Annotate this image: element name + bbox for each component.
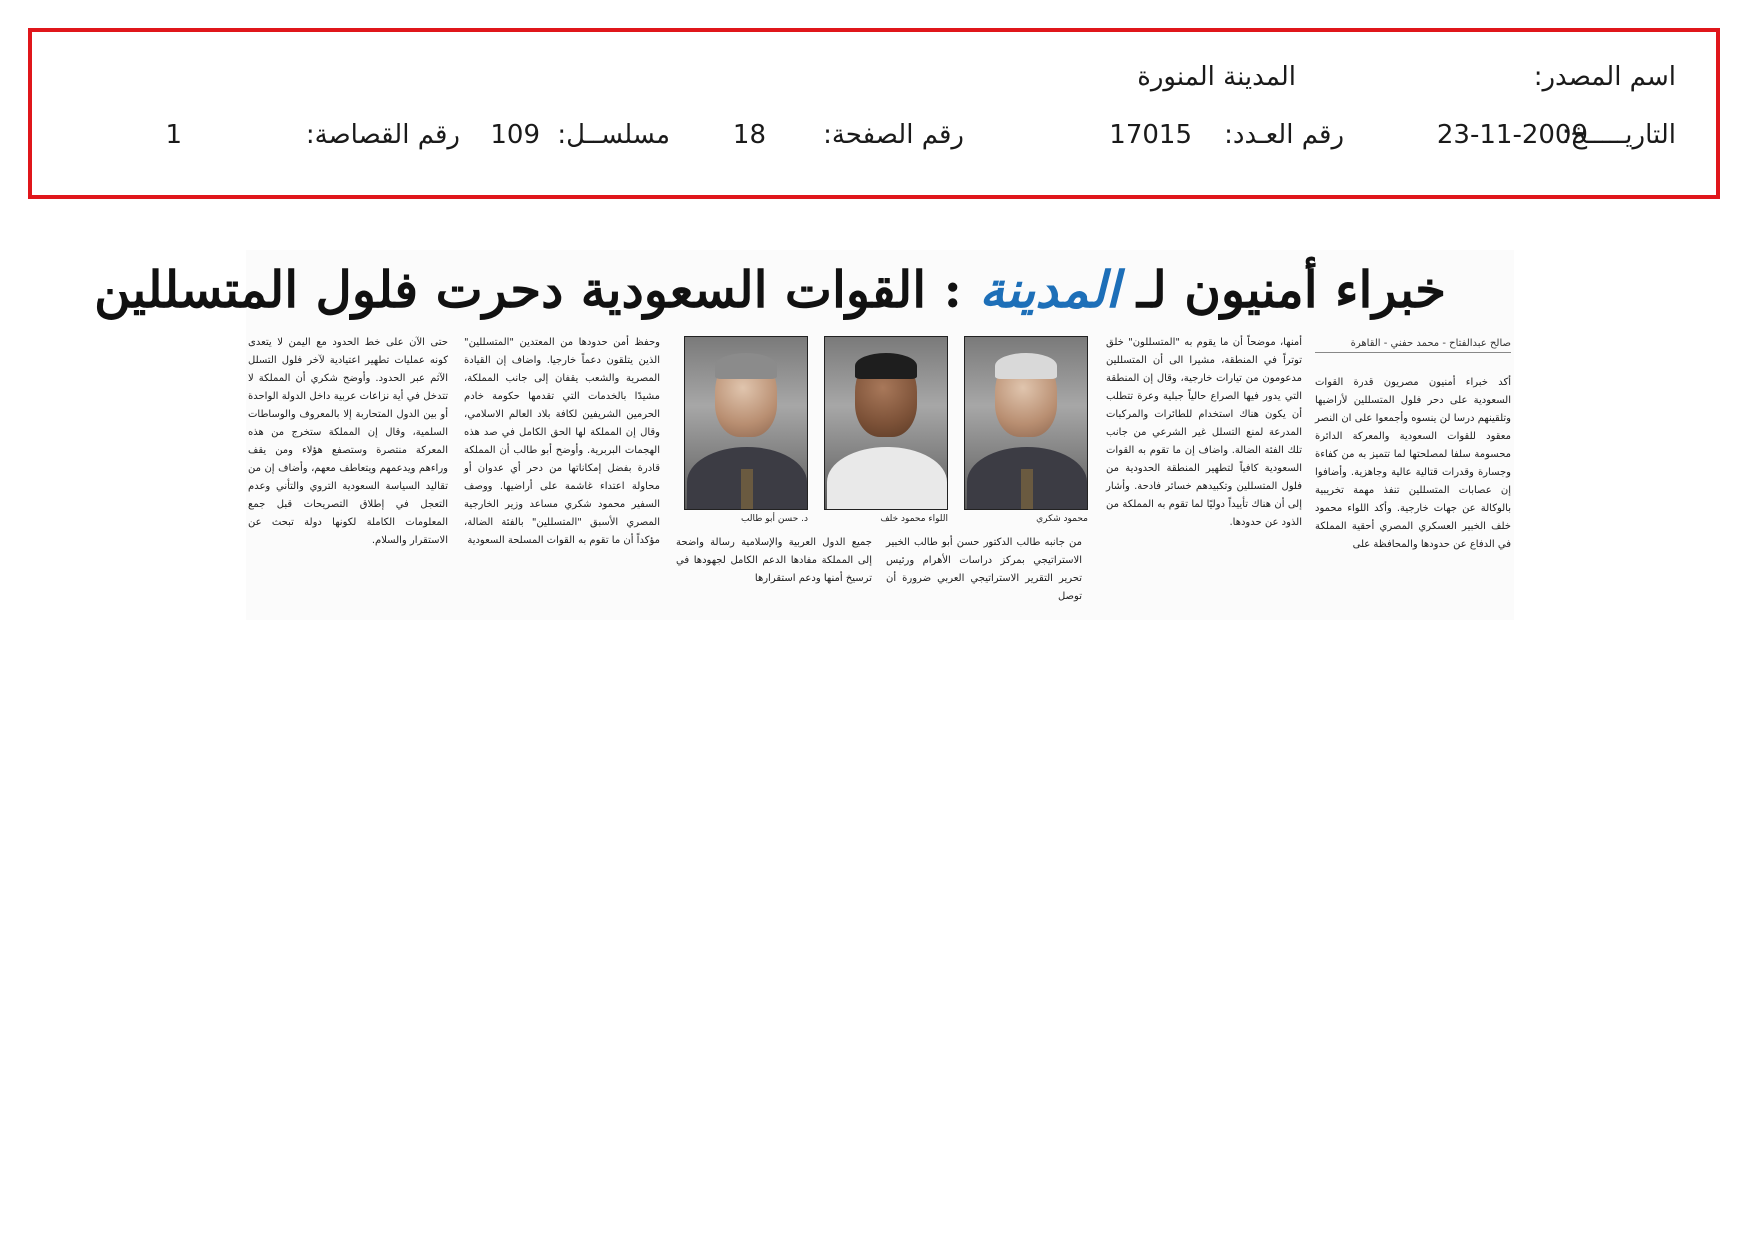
column-text: جميع الدول العربية والإسلامية رسالة واضحة إلى المملكة مفادها الدعم الكامل لجهودها في ترسيخ أمنها ودعم استقرارها <box>676 537 872 584</box>
column-text: أكد خبراء أمنيون مصريون قدرة القوات السعودية على دحر فلول المتسللين لأراضيها وتلقينهم درسا لن ينسوه وأجمعوا على ان النصر معقود للقوات السعودية والمعركة الدائرة محسومة سلفا لمصلحتها لما تتميز به من كفاءة وجسارة وقدرات قتالية عالية وجاهزية. وأضافوا إن عصابات المتسللين تنفذ مهمة تخريبية بالوكالة عن جهات خارجية. وأكد اللواء محمود خلف الخبير العسكري المصري أحقية المملكة في الدفاع عن حدودها والمحافظة على <box>1315 377 1511 550</box>
photo-hassan-abu-taleb <box>684 336 808 510</box>
portrait-tie <box>741 469 753 509</box>
column-text: من جانبه طالب الدكتور حسن أبو طالب الخبير الاستراتيجي بمركز دراسات الأهرام ورئيس تحرير التقرير الاستراتيجي العربي ضرورة أن توصل <box>886 537 1082 602</box>
article-headline <box>94 258 1446 326</box>
article-byline: صالح عبدالفتاح - محمد حفني - القاهرة <box>1315 338 1511 353</box>
serial-label: مسلســل: <box>557 120 670 150</box>
article-column-1 <box>1315 374 1511 614</box>
issue-value: 17015 <box>1109 120 1192 150</box>
newspaper-logo: المدينة <box>979 260 1120 319</box>
article-column-5 <box>464 334 660 614</box>
article-clipping <box>94 250 1514 620</box>
column-text: وحفظ أمن حدودها من المعتدين "المتسللين" الذين يتلقون دعماً خارجيا. واضاف إن القيادة المصرية والشعب يقفان إلى جانب المملكة، مشيدًا بالخدمات التي تقدمها حكومة خادم الحرمين الشريفين لكافة بلاد العالم الاسلامي، وقال إن المملكة لها الحق الكامل في صد هذه الهجمات البربرية. وأوضح أبو طالب أن المملكة قادرة بفضل إمكاناتها من دحر أي عدوان أو محاولة اعتداء غاشمة على أراضيها. ووصف السفير محمود شكري مساعد وزير الخارجية المصري الأسبق "المتسللين" بالفئة الضالة، مؤكداً أن ما تقوم به القوات المسلحة السعودية <box>464 337 660 546</box>
portrait-hair <box>715 353 777 379</box>
date-label: التاريـــــخ: <box>1561 120 1676 150</box>
caption-mahmoud-khalaf: اللواء محمود خلف <box>880 514 948 524</box>
source-label: اسم المصدر: <box>1533 62 1676 92</box>
photo-mahmoud-khalaf <box>824 336 948 510</box>
date-value: 23-11-2009 <box>1436 120 1588 150</box>
clip-label: رقم القصاصة: <box>305 120 460 150</box>
source-value: المدينة المنورة <box>1137 62 1296 92</box>
caption-mahmoud-shokry: محمود شكري <box>1036 514 1088 524</box>
clip-value: 1 <box>165 120 182 150</box>
portrait-shirt <box>827 447 947 510</box>
article-column-2 <box>1106 334 1302 564</box>
serial-value: 109 <box>490 120 540 150</box>
article-column-6 <box>248 334 448 614</box>
column-text: حتى الآن على خط الحدود مع اليمن لا يتعدى كونه عمليات تطهير اعتيادية لآخر فلول التسلل الآثم عبر الحدود. وأوضح شكري أن المملكة لا تتدخل في أية نزاعات عربية داخل الدولة الواحدة أو بين الدول المتحاربة إلا بالمعروف والوساطات السلمية، وقال إن المملكة ستخرج من هذه المعركة منتصرة وستصفع هؤلاء ومن يقف وراءهم ويدعمهم ويتعاطف معهم، وأضاف إن من تقاليد السياسة السعودية التروي والتأني وعدم التعجل في إطلاق التصريحات قبل جمع المعلومات الكاملة لكونها دولة تبحث عن الاستقرار والسلام. <box>248 337 448 546</box>
page-label: رقم الصفحة: <box>823 120 964 150</box>
page-value: 18 <box>732 120 766 150</box>
headline-post: : القوات السعودية دحرت فلول المتسللين <box>94 260 962 319</box>
portrait-tie <box>1021 469 1033 509</box>
column-text: أمنها، موضحاً أن ما يقوم به "المتسللون" خلق توتراً في المنطقة، مشيرا الى أن المتسللين مدعومون من تيارات خارجية، وقال إن المنطقة التي يدور فيها الصراع حالياً جبلية وعرة تتطلب أن يكون هناك استخدام للطائرات والمركبات المدرعة لمنع التسلل غير الشرعي من جانب تلك الفئة الضالة. واضاف إن ما تقوم به القوات السعودية كافياً لتطهير المنطقة الحدودية من فلول المتسللين وتكبيدهم خسائر فادحة. وأشار إلى أن هناك تأييداً دوليًا لما تقوم به المملكة من الذود عن حدودها. <box>1106 337 1302 528</box>
portrait-hair <box>995 353 1057 379</box>
photo-mahmoud-shokry <box>964 336 1088 510</box>
portrait-hair <box>855 353 917 379</box>
article-column-3 <box>886 534 1082 614</box>
caption-hassan-abu-taleb: د. حسن أبو طالب <box>740 514 808 524</box>
article-column-4 <box>676 534 872 614</box>
issue-label: رقم العـدد: <box>1224 120 1344 150</box>
headline-pre: خبراء أمنيون لـ <box>1136 260 1446 319</box>
clipping-metadata-box <box>28 28 1720 199</box>
